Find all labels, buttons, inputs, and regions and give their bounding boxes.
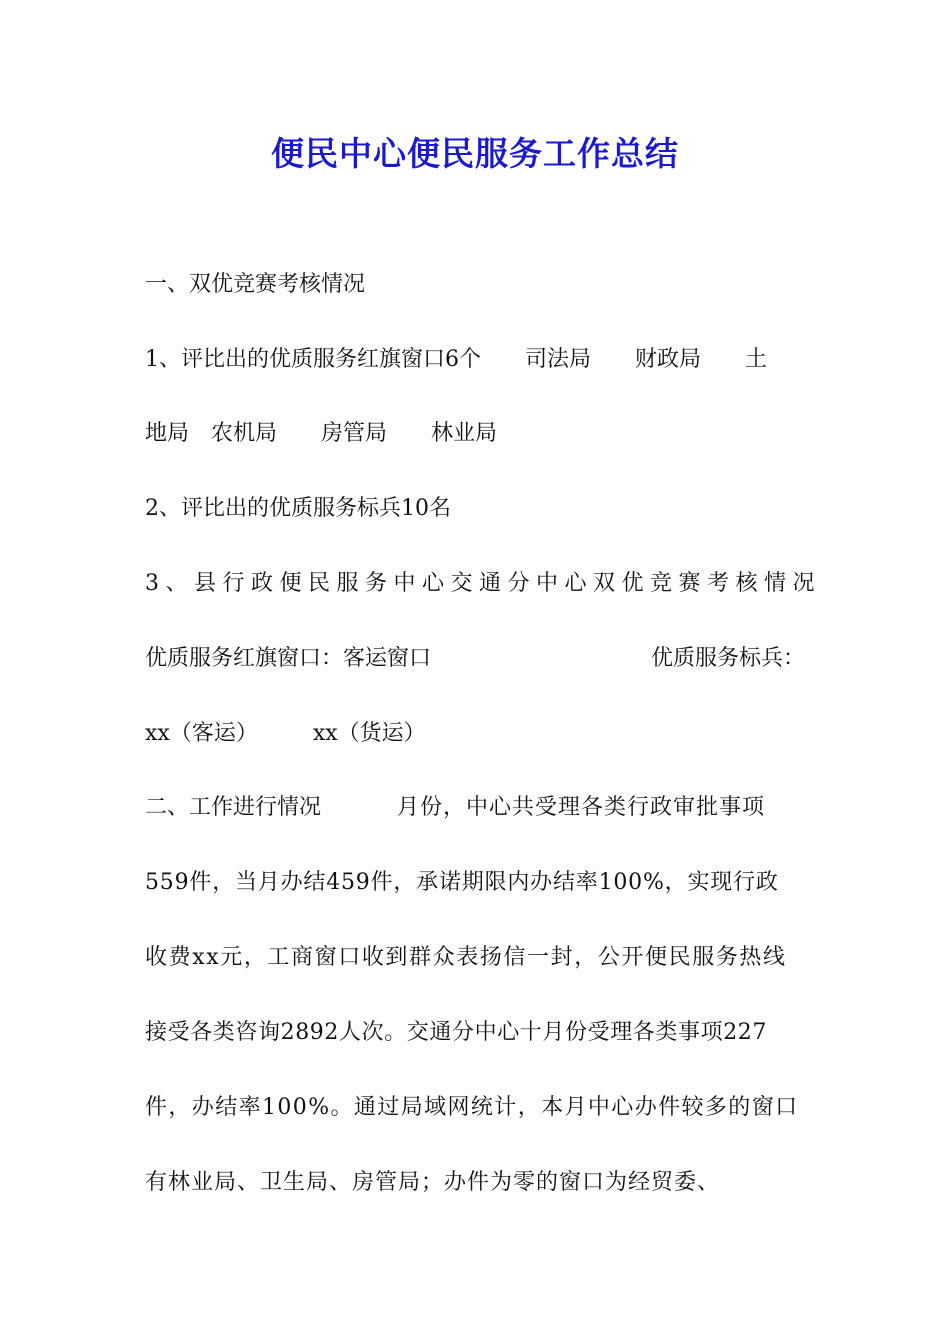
item-3-line-3: xx（客运） xx（货运） <box>145 721 426 746</box>
item-1-line-2: 地局 农机局 房管局 林业局 <box>145 421 498 446</box>
item-3-line-1: 3、县行政便民服务中心交通分中心双优竞赛考核情况 <box>145 571 821 596</box>
section-2-line-1-text: 月份，中心共受理各类行政审批事项 <box>397 795 766 820</box>
item-1-line-1-text: 1、评比出的优质服务红旗窗口6个 司法局 财政局 土 <box>145 347 767 372</box>
section-2-line-4: 接受各类咨询2892人次。交通分中心十月份受理各类事项227 <box>145 1020 767 1045</box>
section-1-heading: 一、双优竞赛考核情况 <box>145 272 366 297</box>
section-2-heading: 二、工作进行情况 <box>145 795 322 820</box>
item-1-line-1 <box>145 345 805 375</box>
document-title: 便民中心便民服务工作总结 <box>271 134 679 173</box>
item-2: 2、评比出的优质服务标兵10名 <box>145 496 451 521</box>
red-flag-window-label: 优质服务红旗窗口：客运窗口 <box>145 646 432 671</box>
service-model-label: 优质服务标兵： <box>650 646 805 671</box>
section-2-line-1 <box>145 793 805 823</box>
section-2-line-2: 559件，当月办结459件，承诺期限内办结率100%，实现行政 <box>145 870 779 895</box>
section-2-line-3: 收费xx元，工商窗口收到群众表扬信一封，公开便民服务热线 <box>145 945 787 970</box>
section-2-line-6: 有林业局、卫生局、房管局；办件为零的窗口为经贸委、 <box>145 1170 721 1195</box>
item-3-line-2 <box>145 644 805 674</box>
section-2-line-5: 件，办结率100%。通过局域网统计，本月中心办件较多的窗口 <box>145 1095 799 1120</box>
